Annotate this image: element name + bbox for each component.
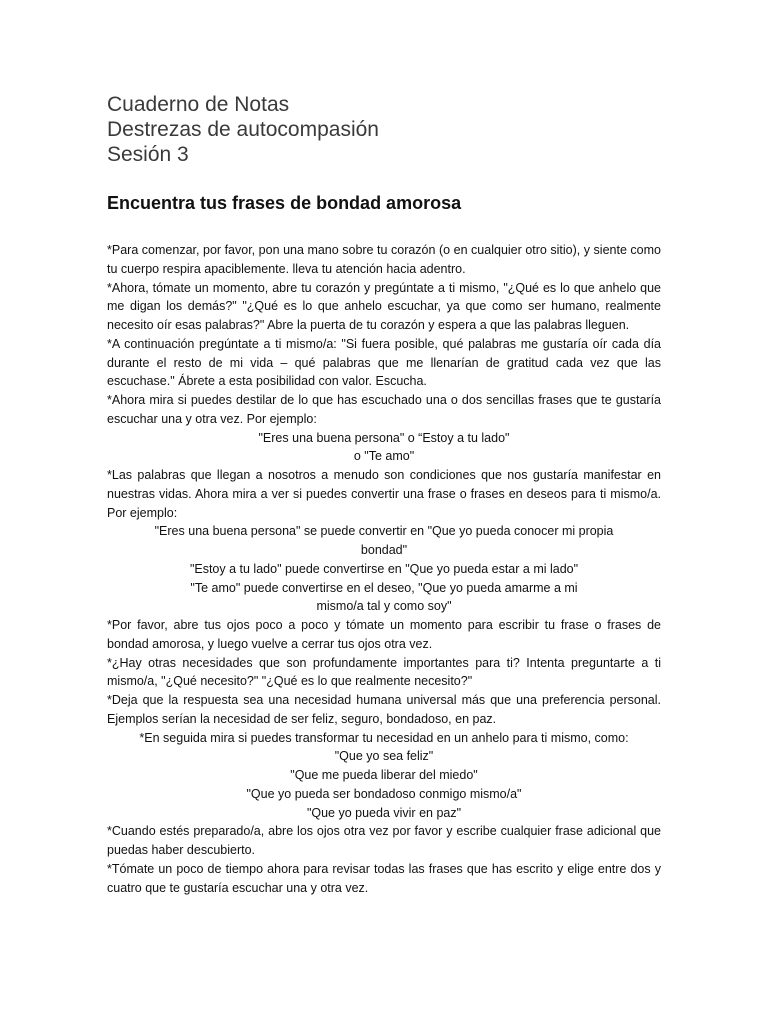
document-body: [107, 241, 661, 897]
centered-example-9: "Que yo pueda ser bondadoso conmigo mismo/a": [246, 786, 522, 801]
centered-example-8: "Que me pueda liberar del miedo": [290, 768, 478, 782]
paragraph-9: *Cuando estés preparado/a, abre los ojos otra vez por favor y escribe cualquier frase adicional que puedas haber descubierto.: [107, 824, 661, 857]
centered-example-4: "Estoy a tu lado" puede convertirse en "Que yo pueda estar a mi lado": [189, 561, 579, 576]
paragraph-7: *¿Hay otras necesidades que son profundamente importantes para ti? Intenta preguntarte a ti mismo/a, "¿Qué necesito?" "¿Qué es lo que realmente necesito?": [107, 655, 661, 689]
paragraph-4: *Ahora mira si puedes destilar de lo que has escuchado una o dos sencillas frases que te gustaría escuchar una y otra vez. Por ejemplo:: [107, 393, 661, 426]
paragraph-1: *Para comenzar, por favor, pon una mano sobre tu corazón (o en cualquier otro sitio), y siente como tu cuerpo respira apaciblemente. lleva tu atención hacia adentro.: [107, 243, 661, 276]
header-line-1: Cuaderno de Notas: [107, 93, 290, 116]
paragraph-3: *A continuación pregúntate a ti mismo/a: "Si fuera posible, qué palabras me gustaría oír cada día durante el resto de mi vida – qué palabras que me llenarían de gratitud cada vez que las escuchase." Ábrete a esta posibilidad con valor. Escucha.: [107, 336, 661, 389]
centered-example-7: "Que yo sea feliz": [334, 749, 434, 764]
header-line-3: Sesión 3: [107, 143, 189, 166]
centered-example-6: *En seguida mira si puedes transformar tu necesidad en un anhelo para ti mismo, como:: [139, 730, 629, 745]
document-header: [107, 92, 667, 167]
section-title: Encuentra tus frases de bondad amorosa: [107, 193, 462, 213]
centered-example-10: "Que yo pueda vivir en paz": [306, 805, 462, 820]
paragraph-5: *Las palabras que llegan a nosotros a menudo son condiciones que nos gustaría manifestar en nuestras vidas. Ahora mira a ver si puedes convertir una frase o frases en deseos para ti mismo/a. Por ejemplo:: [107, 468, 661, 520]
centered-example-1: "Eres una buena persona" o “Estoy a tu lado": [258, 430, 510, 445]
centered-example-3: "Eres una buena persona" se puede convertir en "Que yo pueda conocer mi propia bondad": [154, 524, 614, 557]
paragraph-6: *Por favor, abre tus ojos poco a poco y tómate un momento para escribir tu frase o frases de bondad amorosa, y luego vuelve a cerrar tus ojos otra vez.: [107, 618, 661, 651]
paragraph-2: *Ahora, tómate un momento, abre tu corazón y pregúntate a ti mismo, "¿Qué es lo que anhelo que me digan los demás?" "¿Qué es lo que anhelo escuchar, ya que como ser humano, realmente necesito oír esas palabras?" Abre la puerta de tu corazón y espera a que las palabras lleguen.: [107, 280, 661, 332]
centered-example-5: "Te amo" puede convertirse en el deseo, "Que yo pueda amarme a mi mismo/a tal y como soy": [190, 580, 578, 614]
centered-example-2: o "Te amo": [353, 449, 415, 464]
paragraph-8: *Deja que la respuesta sea una necesidad humana universal más que una preferencia personal. Ejemplos serían la necesidad de ser feliz, seguro, bondadoso, en paz.: [107, 693, 661, 726]
paragraph-10: *Tómate un poco de tiempo ahora para revisar todas las frases que has escrito y elige entre dos y cuatro que te gustaría escuchar una y otra vez.: [107, 861, 661, 895]
header-line-2: Destrezas de autocompasión: [107, 118, 379, 141]
